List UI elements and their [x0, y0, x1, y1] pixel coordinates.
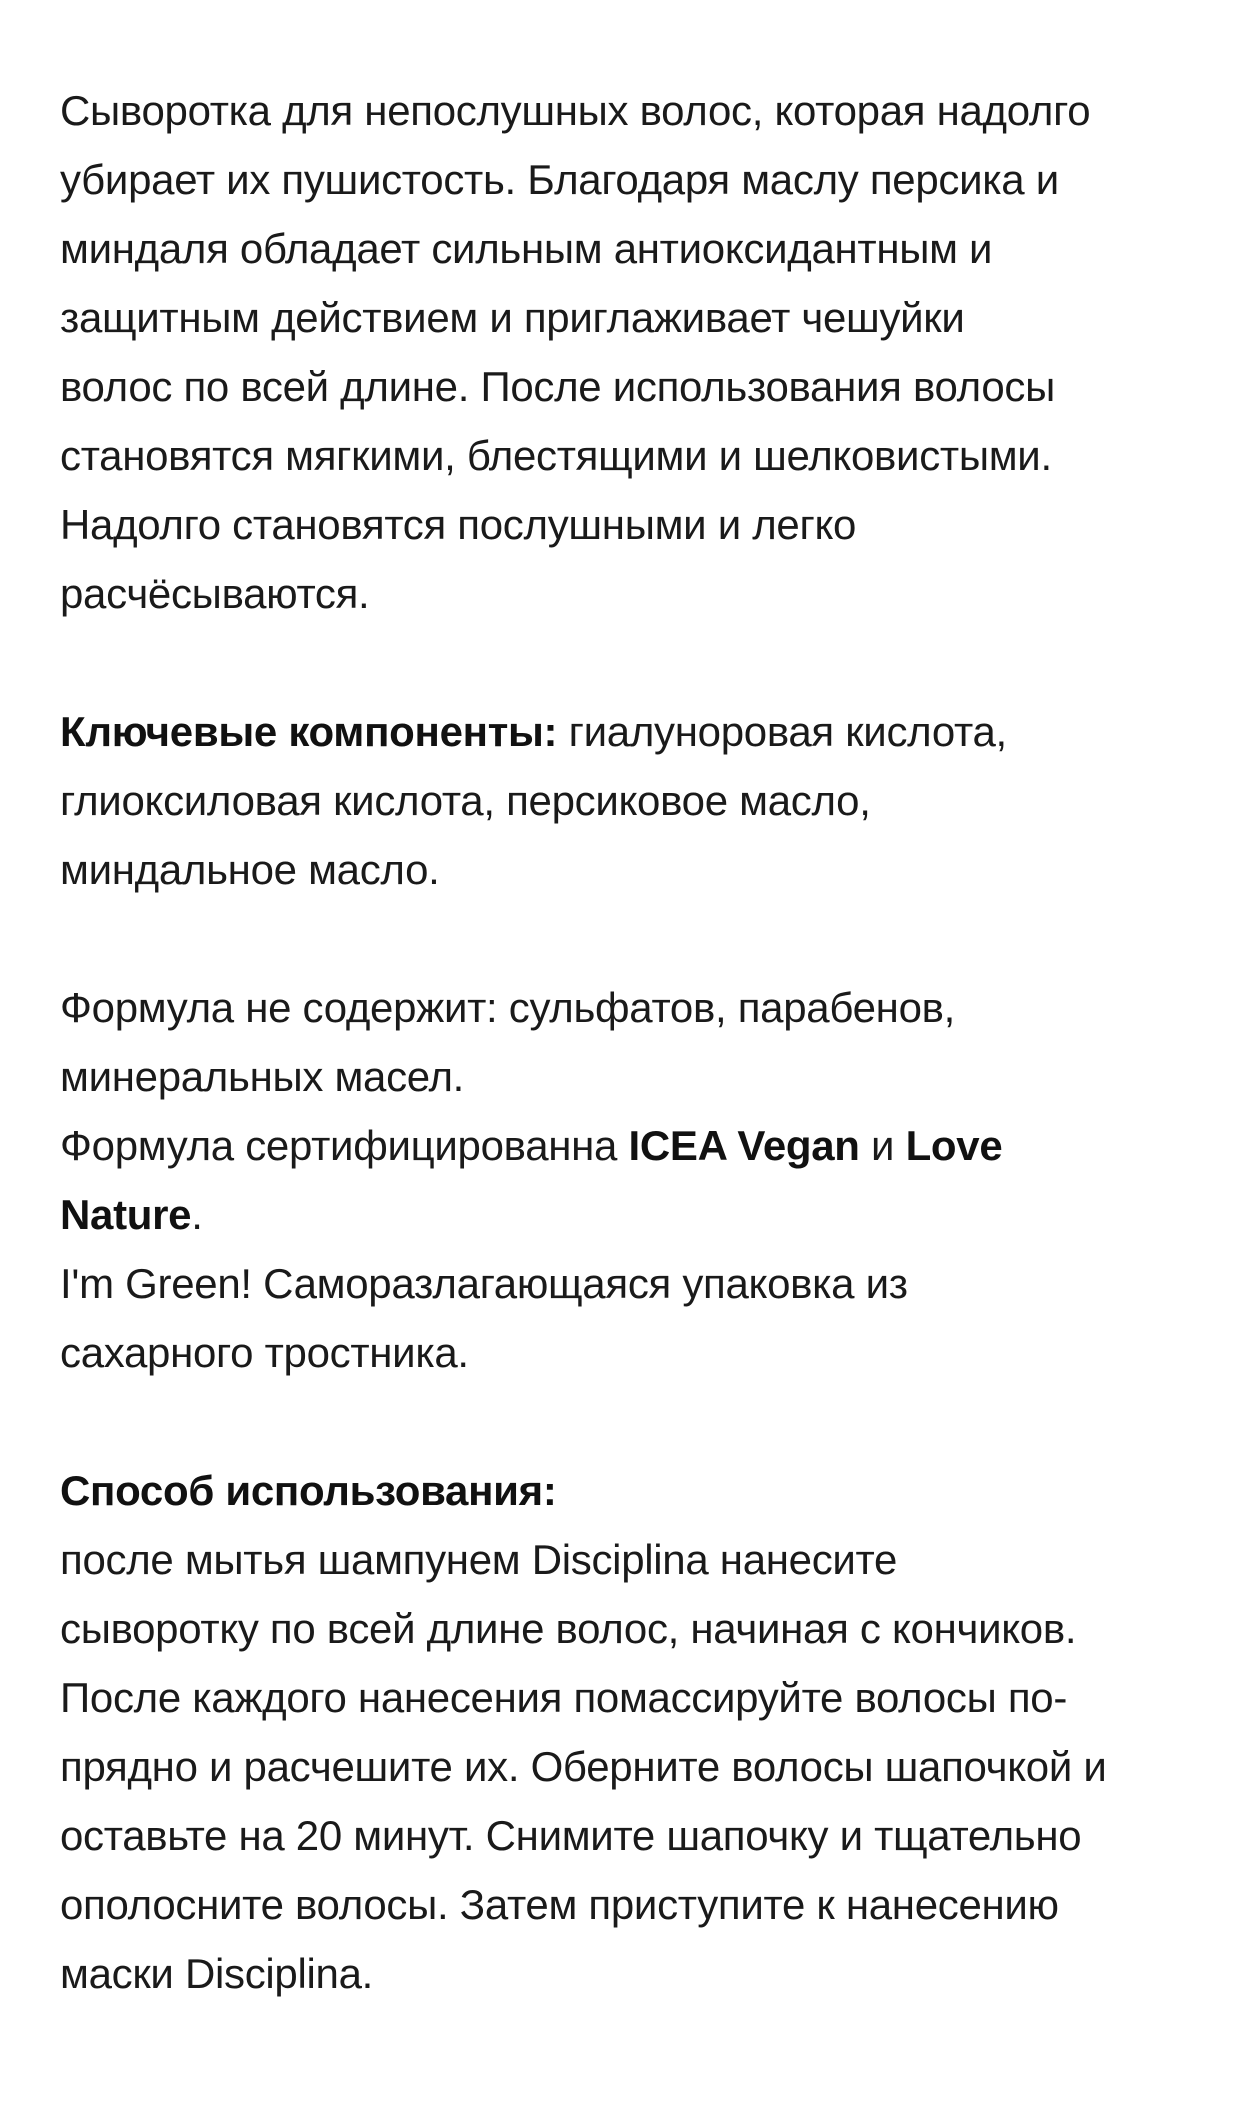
certification-and: и [859, 1122, 906, 1169]
certification-icea-vegan: ICEA Vegan [628, 1122, 860, 1169]
green-packaging-line: I'm Green! Саморазлагающаяся упаковка из [60, 1260, 908, 1307]
components-line: глиоксиловая кислота, персиковое масло, [60, 777, 871, 824]
usage-line: После каждого нанесения помассируйте волосы по- [60, 1674, 1068, 1721]
intro-line: волос по всей длине. После использования волосы [60, 363, 1055, 410]
components-text: гиалуноровая кислота, [557, 708, 1007, 755]
certification-line [60, 1111, 1210, 1180]
certification-end: . [191, 1191, 203, 1238]
formula-paragraph [60, 973, 1210, 1387]
formula-free-from-line: Формула не содержит: сульфатов, парабенов, [60, 984, 956, 1031]
intro-line: расчёсываются. [60, 570, 370, 617]
intro-line: становятся мягкими, блестящими и шелковистыми. [60, 432, 1052, 479]
certification-love: Love [905, 1122, 1003, 1169]
usage-label: Способ использования: [60, 1467, 557, 1514]
usage-line: после мытья шампунем Disciplina нанесите [60, 1536, 898, 1583]
intro-line: миндаля обладает сильным антиоксидантным и [60, 225, 993, 272]
intro-line: защитным действием и приглаживает чешуйки [60, 294, 965, 341]
usage-line: оставьте на 20 минут. Снимите шапочку и тщательно [60, 1812, 1082, 1859]
usage-paragraph [60, 1456, 1210, 2008]
intro-paragraph [60, 76, 1210, 628]
certification-line [60, 1180, 1210, 1249]
usage-label-line [60, 1456, 1210, 1525]
formula-free-from-line: минеральных масел. [60, 1053, 465, 1100]
green-packaging-line: сахарного тростника. [60, 1329, 469, 1376]
product-description [60, 76, 1210, 2008]
certification-nature: Nature [60, 1191, 192, 1238]
usage-line: ополосните волосы. Затем приступите к нанесению [60, 1881, 1059, 1928]
components-line [60, 697, 1210, 766]
components-label: Ключевые компоненты: [60, 708, 558, 755]
usage-line: сыворотку по всей длине волос, начиная с кончиков. [60, 1605, 1077, 1652]
intro-line: Сыворотка для непослушных волос, которая надолго [60, 87, 1091, 134]
components-line: миндальное масло. [60, 846, 440, 893]
certification-prefix: Формула сертифицированна [60, 1122, 629, 1169]
intro-line: убирает их пушистость. Благодаря маслу персика и [60, 156, 1059, 203]
usage-line: маски Disciplina. [60, 1950, 374, 1997]
intro-line: Надолго становятся послушными и легко [60, 501, 857, 548]
components-paragraph [60, 697, 1210, 904]
usage-line: прядно и расчешите их. Оберните волосы шапочкой и [60, 1743, 1107, 1790]
